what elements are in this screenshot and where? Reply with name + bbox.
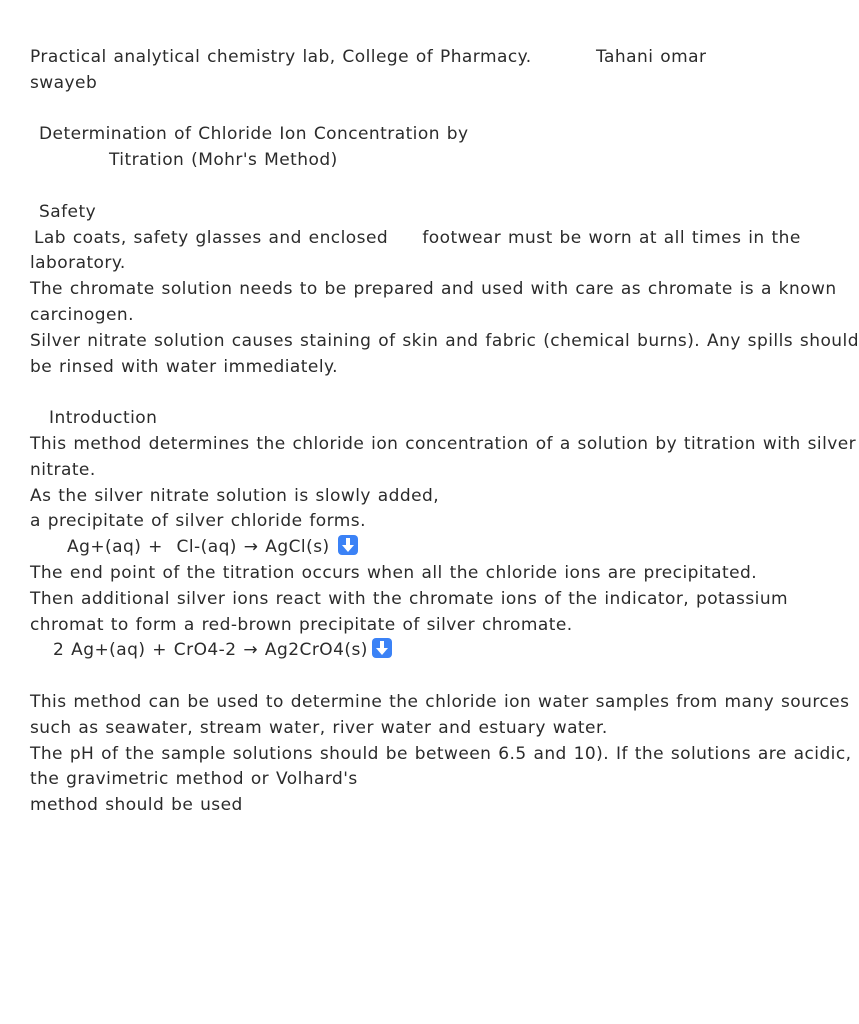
intro-paragraph-4: The end point of the titration occurs when all the chloride ions are precipitated. — [30, 562, 758, 583]
safety-paragraph-3-line2: be rinsed with water immediately. — [30, 356, 338, 377]
document-page — [30, 45, 859, 819]
down-arrow-icon — [338, 535, 358, 555]
document-header — [30, 45, 740, 71]
equation-2-text: 2 Ag+(aq) + CrO4-2 → Ag2CrO4(s) — [53, 640, 368, 661]
intro-paragraph-6-line2: such as seawater, stream water, river water and estuary water. — [30, 717, 608, 738]
intro-paragraph-1-line1: This method determines the chloride ion concentration of a solution by titration with silver — [30, 433, 857, 454]
document-title-line1: Determination of Chloride Ion Concentration by — [39, 124, 469, 145]
intro-paragraph-2: As the silver nitrate solution is slowly added, — [30, 485, 440, 506]
introduction-heading: Introduction — [49, 408, 158, 429]
spacer — [30, 664, 740, 690]
safety-paragraph-3-line1: Silver nitrate solution causes staining of skin and fabric (chemical burns). Any spills should — [30, 330, 859, 351]
intro-paragraph-7-line3: method should be used — [30, 795, 243, 816]
spacer — [30, 97, 740, 123]
intro-paragraph-5-line2: chromat to form a red-brown precipitate of silver chromate. — [30, 614, 573, 635]
author-name-last: swayeb — [30, 72, 98, 93]
author-name-first: Tahani omar — [596, 47, 707, 67]
course-title: Practical analytical chemistry lab, College of Pharmacy. — [30, 47, 532, 67]
intro-paragraph-7-line1: The pH of the sample solutions should be between 6.5 and 10). If the solutions are acidic, — [30, 743, 852, 764]
safety-paragraph-1-line1: Lab coats, safety glasses and enclosed footwear must be worn at all times in the — [34, 227, 801, 248]
safety-heading: Safety — [39, 201, 97, 222]
safety-paragraph-2-line2: carcinogen. — [30, 304, 135, 325]
intro-paragraph-3: a precipitate of silver chloride forms. — [30, 511, 366, 532]
intro-paragraph-7-line2: the gravimetric method or Volhard's — [30, 769, 358, 790]
intro-paragraph-1-line2: nitrate. — [30, 459, 96, 480]
spacer — [30, 174, 740, 200]
safety-paragraph-1-line2: laboratory. — [30, 253, 126, 274]
spacer — [30, 380, 740, 406]
equation-silver-chloride — [30, 535, 740, 561]
document-title-line2: Titration (Mohr's Method) — [109, 150, 338, 171]
intro-paragraph-5-line1: Then additional silver ions react with the chromate ions of the indicator, potassium — [30, 588, 789, 609]
safety-paragraph-2-line1: The chromate solution needs to be prepared and used with care as chromate is a known — [30, 279, 837, 300]
intro-paragraph-6-line1: This method can be used to determine the chloride ion water samples from many sources — [30, 691, 850, 712]
equation-1-text: Ag+(aq) + Cl-(aq) → AgCl(s) — [67, 537, 330, 558]
down-arrow-icon — [372, 638, 392, 658]
equation-silver-chromate — [30, 638, 740, 664]
